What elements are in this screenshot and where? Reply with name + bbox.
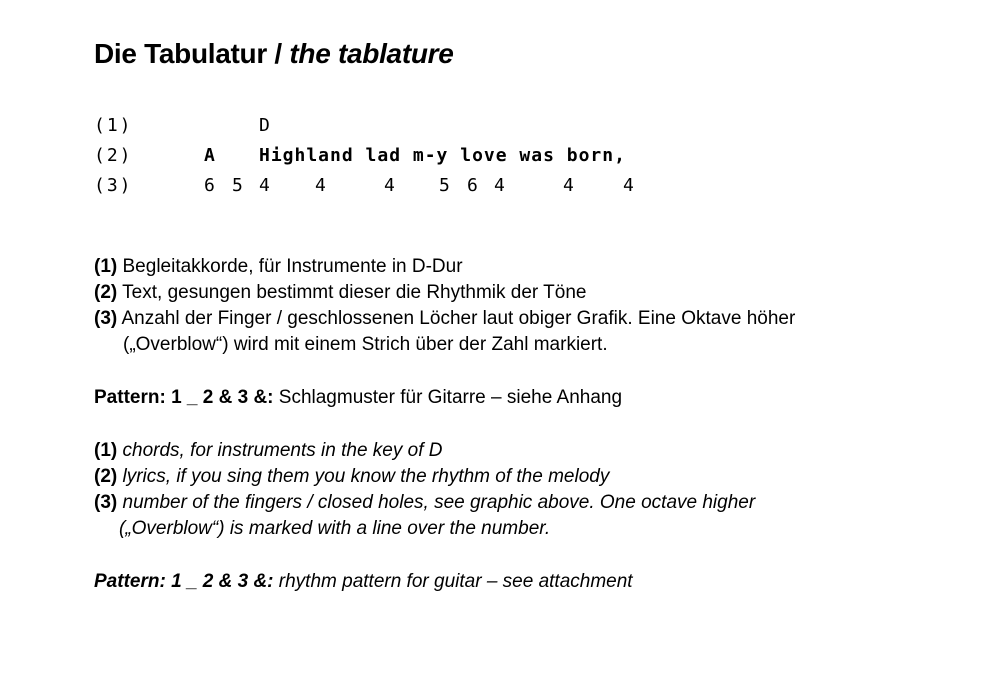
pattern-text: rhythm pattern for guitar – see attachment: [273, 571, 633, 592]
tablature-row-lyrics: [94, 142, 794, 170]
pattern-label: Pattern: 1 _ 2 & 3 &:: [94, 571, 274, 592]
legend-en-item-3: [94, 490, 954, 542]
pattern-label: Pattern: 1 _ 2 & 3 &:: [94, 387, 274, 408]
row-number: (2): [94, 145, 133, 166]
hole-number: 4: [315, 175, 326, 196]
lyric-line: Highland lad m-y love was born,: [259, 145, 626, 166]
hole-number: 5: [439, 175, 450, 196]
hole-number: 5: [232, 175, 243, 196]
legend-en-item-2: [94, 464, 954, 490]
legend-label: (1): [94, 440, 118, 461]
pattern-en: [94, 569, 954, 595]
legend-text: Anzahl der Finger / geschlossenen Löcher laut obiger Grafik. Eine Oktave höher: [117, 308, 796, 329]
lyric-pickup: A: [204, 145, 216, 166]
title-german: Die Tabulatur: [94, 38, 267, 69]
pattern-de: [94, 385, 954, 411]
legend-text-continued: („Overblow“) wird mit einem Strich über der Zahl markiert.: [123, 334, 608, 355]
legend-de-item-1: [94, 254, 954, 280]
hole-number: 4: [563, 175, 574, 196]
document-page: [94, 0, 974, 688]
legend-text: Begleitakkorde, für Instrumente in D-Dur: [117, 256, 463, 277]
row-number: (1): [94, 115, 133, 136]
legend-label: (2): [94, 466, 118, 487]
hole-number: 4: [384, 175, 395, 196]
legend-label: (3): [94, 308, 118, 329]
page-title: [94, 38, 454, 70]
legend-text: number of the fingers / closed holes, see graphic above. One octave higher: [117, 492, 756, 513]
row-number: (3): [94, 175, 133, 196]
chord-d: D: [259, 115, 270, 136]
tablature-row-chords: [94, 112, 794, 140]
hole-number: 6: [204, 175, 215, 196]
legend-de-item-3: [94, 306, 954, 358]
legend-text: Text, gesungen bestimmt dieser die Rhythmik der Töne: [117, 282, 587, 303]
legend-label: (3): [94, 492, 118, 513]
title-english: the tablature: [289, 38, 454, 69]
hole-number: 6: [467, 175, 478, 196]
legend-text-continued: („Overblow“) is marked with a line over the number.: [119, 518, 551, 539]
legend-label: (2): [94, 282, 118, 303]
hole-number: 4: [259, 175, 270, 196]
hole-number: 4: [623, 175, 634, 196]
legend-de-item-2: [94, 280, 954, 306]
legend-notes: [94, 254, 954, 595]
pattern-text: Schlagmuster für Gitarre – siehe Anhang: [273, 387, 623, 408]
tablature-row-holes: [94, 172, 794, 200]
legend-en-item-1: [94, 438, 954, 464]
legend-label: (1): [94, 256, 118, 277]
legend-text: chords, for instruments in the key of D: [117, 440, 443, 461]
title-separator: /: [266, 38, 290, 69]
tablature-block: [94, 112, 794, 202]
hole-number: 4: [494, 175, 505, 196]
legend-text: lyrics, if you sing them you know the rhythm of the melody: [117, 466, 610, 487]
